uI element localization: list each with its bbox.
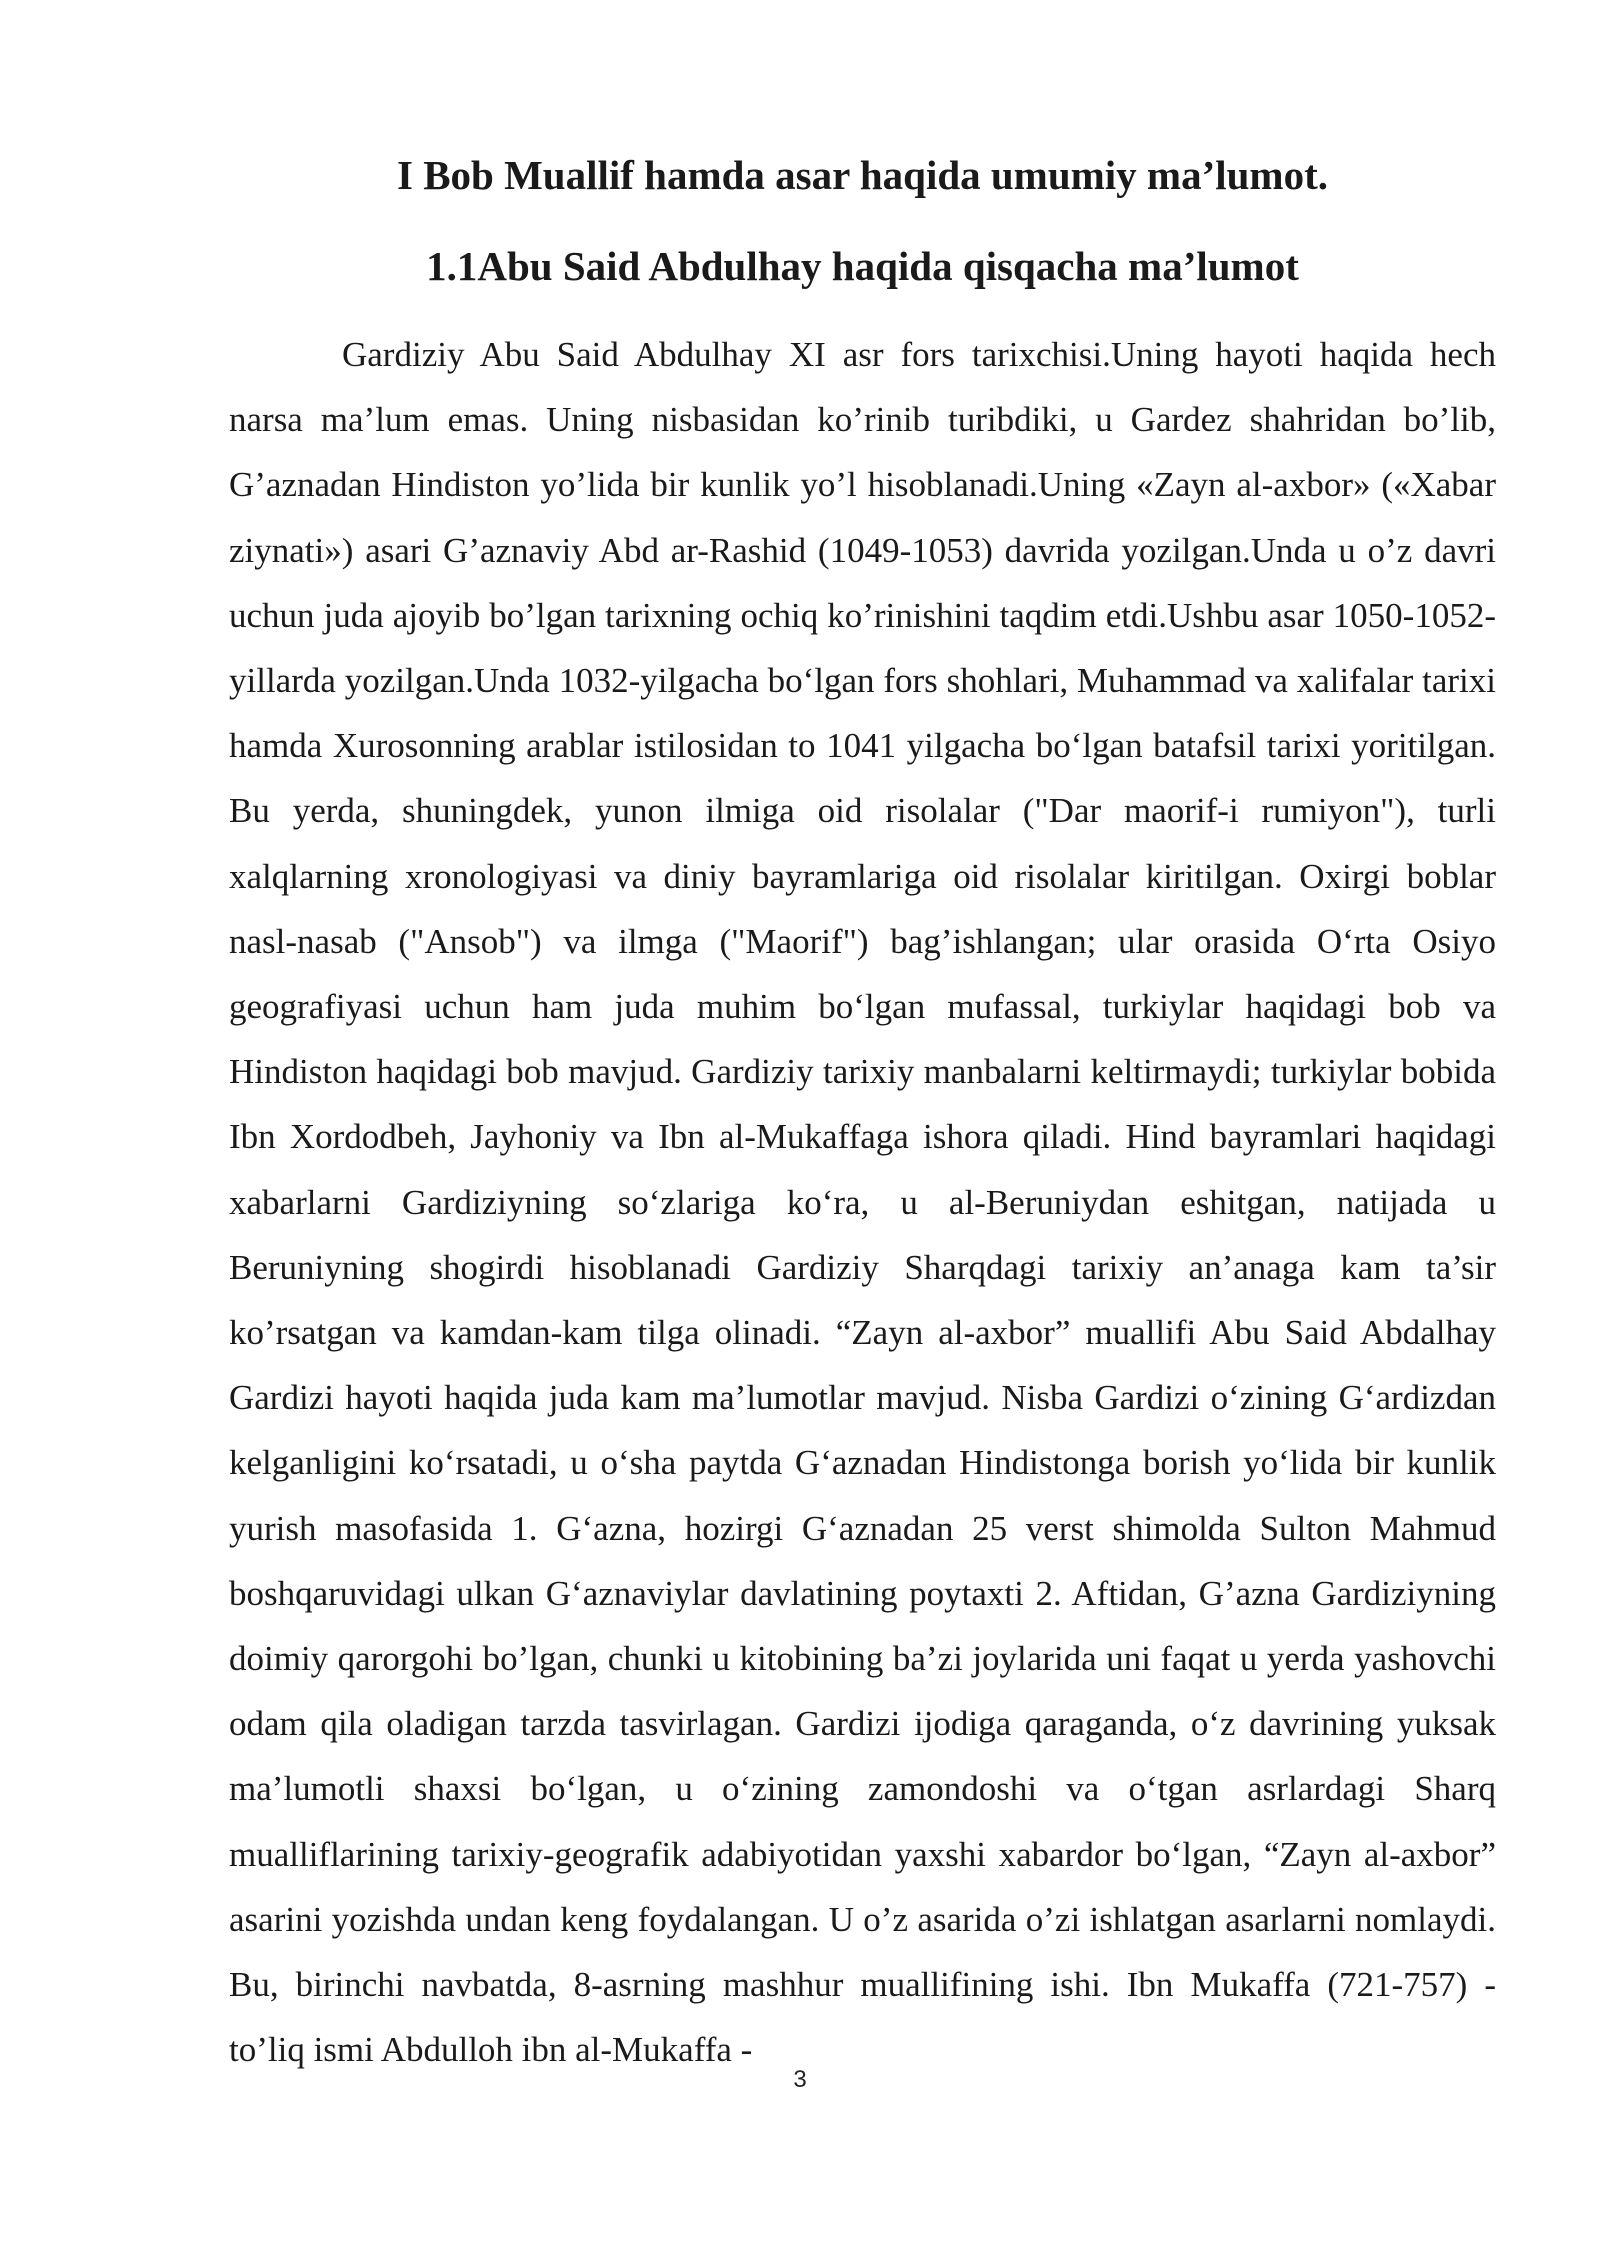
section-heading: 1.1Abu Said Abdulhay haqida qisqacha ma’lumot [426,243,1299,289]
page-number: 3 [793,2066,807,2093]
chapter-heading: I Bob Muallif hamda asar haqida umumiy ma’lumot. [396,152,1328,198]
body-paragraph: Gardiziy Abu Said Abdulhay XI asr fors tarixchisi.Uning hayoti haqida hech narsa ma’lum emas. Uning nisbasidan ko’rinib turibdiki, u Gardez shahridan bo’lib, G’aznadan Hindiston yo’lida bir kunlik yo’l hisoblanadi.Uning «Zayn al-axbor» («Xabar ziynati») asari G’aznaviy Abd ar-Rashid (1049-1053) davrida yozilgan.Unda u o’z davri uchun juda ajoyib bo’lgan tarixning ochiq ko’rinishini taqdim etdi.Ushbu asar 1050-1052-yillarda yozilgan.Unda 1032-yilgacha bo‘lgan fors shohlari, Muhammad va xalifalar tarixi hamda Xurosonning arablar istilosidan to 1041 yilgacha bo‘lgan batafsil tarixi yoritilgan. Bu yerda, shuningdek, yunon ilmiga oid risolalar ("Dar maorif-i rumiyon"), turli xalqlarning xronologiyasi va diniy bayramlariga oid risolalar kiritilgan. Oxirgi boblar nasl-nasab ("Ansob") va ilmga ("Maorif") bag’ishlangan; ular orasida O‘rta Osiyo geografiyasi uchun ham juda muhim bo‘lgan mufassal, turkiylar haqidagi bob va Hindiston haqidagi bob mavjud. Gardiziy tarixiy manbalarni keltirmaydi; turkiylar bobida Ibn Xordodbeh, Jayhoniy va Ibn al-Mukaffaga ishora qiladi. Hind bayramlari haqidagi xabarlarni Gardiziyning so‘zlariga ko‘ra, u al-Beruniydan eshitgan, natijada u Beruniyning shogirdi hisoblanadi Gardiziy Sharqdagi tarixiy an’anaga kam ta’sir ko’rsatgan va kamdan-kam tilga olinadi. “Zayn al-axbor” muallifi Abu Said Abdalhay Gardizi hayoti haqida juda kam ma’lumotlar mavjud. Nisba Gardizi o‘zining G‘ardizdan kelganligini ko‘rsatadi, u o‘sha paytda G‘aznadan Hindistonga borish yo‘lida bir kunlik yurish masofasida 1. G‘azna, hozirgi G‘aznadan 25 verst shimolda Sulton Mahmud boshqaruvidagi ulkan G‘aznaviylar davlatining poytaxti 2. Aftidan, G’azna Gardiziyning doimiy qarorgohi bo’lgan, chunki u kitobining ba’zi joylarida uni faqat u yerda yashovchi odam qila oladigan tarzda tasvirlagan. Gardizi ijodiga qaraganda, o‘z davrining yuksak ma’lumotli shaxsi bo‘lgan, u o‘zining zamondoshi va o‘tgan asrlardagi Sharq mualliflarining tarixiy-geografik adabiyotidan yaxshi xabardor bo‘lgan, “Zayn al-axbor” asarini yozishda undan keng foydalangan. U o’z asarida o’zi ishlatgan asarlarni nomlaydi. Bu, birinchi navbatda, 8-asrning mashhur muallifining ishi. Ibn Mukaffa (721-757) - to’liq ismi Abdulloh ibn al-Mukaffa - [229,335,1496,2070]
document-page [229,145,1496,2082]
